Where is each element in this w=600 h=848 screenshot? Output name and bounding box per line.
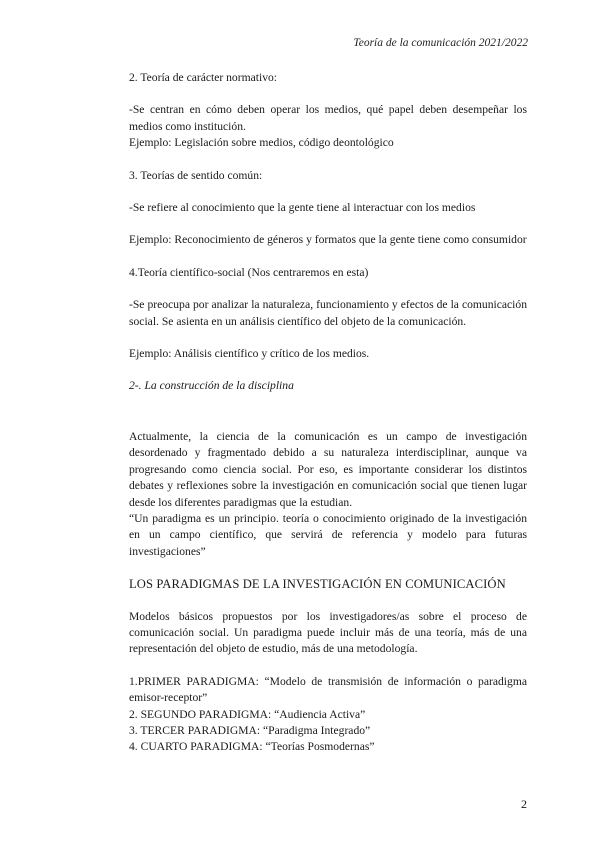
- section-4-paragraph: -Se preocupa por analizar la naturaleza, funcionamiento y efectos de la comunicación social. Se asienta en un análisis científico del objeto de la comunicación.: [129, 298, 527, 328]
- subheading-construction: 2-. La construcción de la disciplina: [129, 379, 294, 393]
- page-body: [129, 70, 527, 756]
- section-3-example: Ejemplo: Reconocimiento de géneros y formatos que la gente tiene como consumidor: [129, 233, 527, 247]
- section-3-title: 3. Teorías de sentido común:: [129, 168, 263, 182]
- section-2-title: 2. Teoría de carácter normativo:: [129, 71, 278, 84]
- page-number: 2: [521, 797, 527, 811]
- intro-paragraph: Actualmente, la ciencia de la comunicación es un campo de investigación desordenado y fragmentado debido a su naturaleza interdisciplinar, aunque va progresando como ciencia social. Por eso, es importante considerar los distintos debates y reflexiones sobre la investigación en comunicación social que tienen lugar desde los diferentes paradigmas que la estudian.: [129, 429, 527, 509]
- paradigms-heading: LOS PARADIGMAS DE LA INVESTIGACIÓN EN COMUNICACIÓN: [129, 577, 506, 592]
- section-2-example: Ejemplo: Legislación sobre medios, código deontológico: [129, 136, 394, 150]
- paradigm-definition-quote: “Un paradigma es un principio. teoría o conocimiento originado de la investigación en un campo científico, que servirá de referencia y modelo para futuras investigaciones”: [129, 511, 527, 558]
- paradigm-list-item: 1.PRIMER PARADIGMA: “Modelo de transmisión de información o paradigma emisor-receptor”: [129, 674, 527, 705]
- section-2-paragraph: -Se centran en cómo deben operar los medios, qué papel deben desempeñar los medios como institución.: [129, 103, 527, 133]
- section-4-title: 4.Teoría científico-social (Nos centraremos en esta): [129, 265, 369, 279]
- running-header: Teoría de la comunicación 2021/2022: [353, 37, 528, 49]
- paradigm-list-item: 4. CUARTO PARADIGMA: “Teorías Posmodernas”: [129, 740, 375, 754]
- paradigm-list-item: 2. SEGUNDO PARADIGMA: “Audiencia Activa”: [129, 707, 366, 721]
- paradigms-paragraph: Modelos básicos propuestos por los investigadores/as sobre el proceso de comunicación social. Un paradigma puede incluir más de una teoría, más de una representación del objeto de estudio, más de una metodología.: [129, 609, 527, 656]
- section-4-example: Ejemplo: Análisis científico y crítico de los medios.: [129, 347, 370, 361]
- section-3-paragraph: -Se refiere al conocimiento que la gente tiene al interactuar con los medios: [129, 201, 476, 215]
- paradigm-list-item: 3. TERCER PARADIGMA: “Paradigma Integrado”: [129, 723, 371, 737]
